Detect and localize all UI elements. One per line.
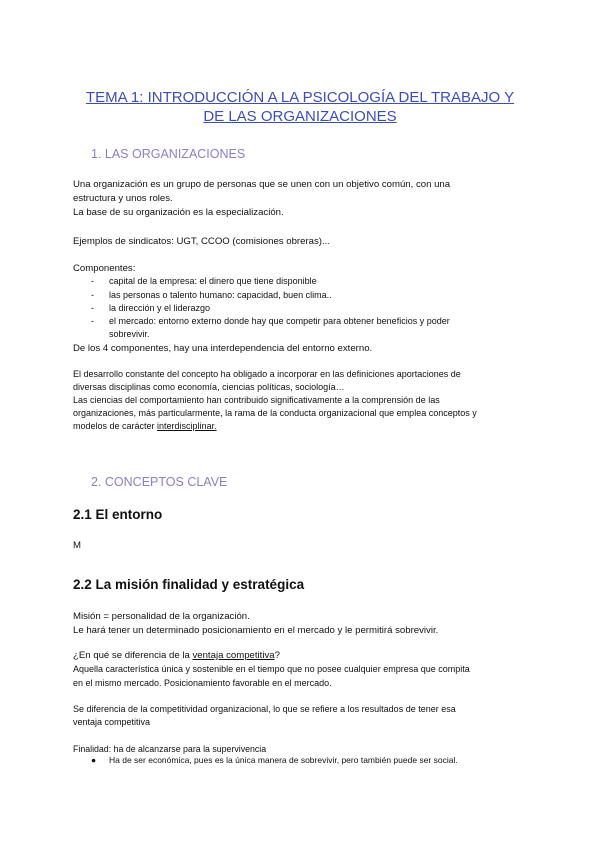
- paragraph-line: Le hará tener un determinado posicionamiento en el mercado y le permitirá sobrevivir.: [73, 625, 439, 636]
- title-line-1: TEMA 1: INTRODUCCIÓN A LA PSICOLOGÍA DEL TRABAJO Y: [85, 89, 515, 106]
- list-item: - el mercado: entorno externo donde hay que competir para obtener beneficios y poder: [91, 316, 450, 326]
- paragraph-line: ventaja competitiva: [73, 717, 151, 727]
- list-item: - las personas o talento humano: capacidad, buen clima..: [91, 290, 332, 300]
- paragraph-line: organizaciones, más particularmente, la rama de la conducta organizacional que emplea conceptos y: [73, 408, 477, 418]
- question-line: ¿En qué se diferencia de la ventaja competitiva?: [73, 650, 280, 661]
- underlined-term: interdisciplinar.: [157, 421, 217, 431]
- paragraph-line: Misión = personalidad de la organización.: [73, 611, 250, 622]
- paragraph-line: La base de su organización es la especialización.: [73, 207, 284, 218]
- paragraph-line: Se diferencia de la competitividad organizacional, lo que se refiere a los resultados de tener esa: [73, 704, 456, 714]
- paragraph-line: diversas disciplinas como economía, ciencias políticas, sociología…: [73, 382, 345, 392]
- list-item: - la dirección y el liderazgo: [91, 303, 211, 313]
- paragraph-line: Las ciencias del comportamiento han contribuido significativamente a la comprensión de las: [73, 395, 440, 405]
- list-item: ● Ha de ser económica, pues es la única manera de sobrevivir, pero también puede ser social.: [91, 755, 458, 765]
- document-title: [60, 88, 540, 126]
- examples-line: Ejemplos de sindicatos: UGT, CCOO (comisiones obreras)...: [73, 236, 330, 247]
- list-item: - capital de la empresa: el dinero que tiene disponible: [91, 276, 317, 286]
- components-label: Componentes:: [73, 263, 136, 274]
- paragraph-line: Finalidad: ha de alcanzarse para la supervivencia: [73, 744, 267, 754]
- paragraph-line: en el mismo mercado. Posicionamiento favorable en el mercado.: [73, 678, 332, 688]
- paragraph-line: estructura y unos roles.: [73, 193, 173, 204]
- list-item-continuation: sobrevivir.: [109, 329, 150, 339]
- paragraph-line: modelos de carácter interdisciplinar.: [73, 421, 217, 431]
- paragraph-line: El desarrollo constante del concepto ha obligado a incorporar en las definiciones aportaciones de: [73, 369, 461, 379]
- paragraph-line: M: [73, 540, 81, 551]
- subsection-2-2-heading: 2.2 La misión finalidad y estratégica: [73, 577, 305, 592]
- paragraph-line: Una organización es un grupo de personas que se unen con un objetivo común, con una: [73, 179, 451, 190]
- paragraph-line: Aquella característica única y sostenible en el tiempo que no posee cualquier empresa que compita: [73, 664, 470, 674]
- underlined-term: ventaja competitiva: [192, 650, 275, 661]
- paragraph-line: De los 4 componentes, hay una interdependencia del entorno externo.: [73, 343, 373, 354]
- section-2-heading: 2. CONCEPTOS CLAVE: [91, 475, 228, 489]
- section-1-heading: 1. LAS ORGANIZACIONES: [91, 147, 246, 161]
- title-line-2: DE LAS ORGANIZACIONES: [203, 108, 397, 125]
- bullet-icon: ●: [91, 755, 97, 765]
- subsection-2-1-heading: 2.1 El entorno: [73, 507, 163, 522]
